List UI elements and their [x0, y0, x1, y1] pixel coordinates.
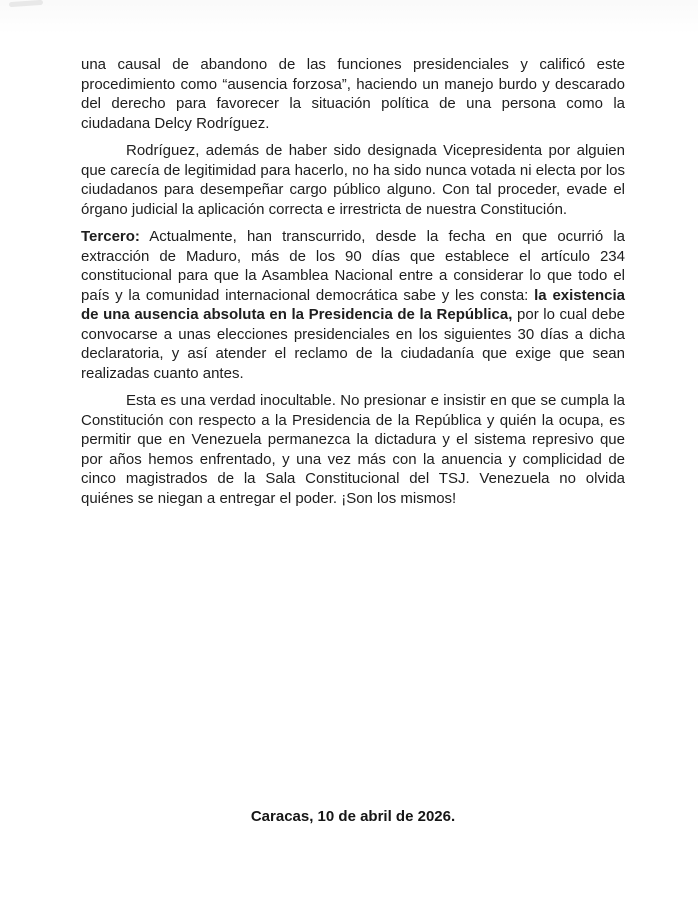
bold-text-run: la existencia de una ausencia absoluta en la Presidencia de la República,	[81, 286, 625, 323]
document-body	[81, 55, 625, 516]
body-text-run: Rodríguez, además de haber sido designada Vicepresidenta por alguien que carecía de legitimidad para hacerlo, no ha sido nunca votada ni electa por los ciudadanos para desempeñar cargo público alguno. Con tal proceder, evade el órgano judicial la aplicación correcta e irrestricta de nuestra Constitución.	[81, 142, 625, 218]
body-text-run: por lo cual debe convocarse a unas elecciones presidenciales en los siguientes 30 días a dicha declaratoria, y así atender el reclamo de la ciudadanía que exige que sean realizadas cuanto antes.	[81, 306, 626, 382]
paragraph	[81, 227, 625, 383]
body-text-run: Actualmente, han transcurrido, desde la fecha en que ocurrió la extracción de Maduro, más de los 90 días que establece el artículo 234 constitucional para que la Asamblea Nacional entre a considerar lo que todo el país y la comunidad internacional democrática sabe y les consta:	[81, 228, 625, 304]
dateline: Caracas, 10 de abril de 2026.	[250, 808, 456, 825]
body-text-run: una causal de abandono de las funciones presidenciales y calificó este procedimiento como “ausencia forzosa”, haciendo un manejo burdo y descarado del derecho para favorecer la situación política de una persona como la ciudadana Delcy Rodríguez.	[81, 56, 625, 132]
scan-artifact-top	[0, 0, 698, 34]
paragraph	[81, 141, 625, 219]
scan-smudge	[9, 0, 43, 7]
bold-text-run: Tercero:	[81, 228, 140, 245]
body-text-run: Esta es una verdad inocultable. No presionar e insistir en que se cumpla la Constitución con respecto a la Presidencia de la República y quién la ocupa, es permitir que en Venezuela permanezca la dictadura y el sistema represivo que por años hemos enfrentado, y una vez más con la anuencia y complicidad de cinco magistrados de la Sala Constitucional del TSJ. Venezuela no olvida quiénes se niegan a entregar el poder. ¡Son los mismos!	[81, 392, 625, 507]
paragraph	[81, 55, 625, 133]
paragraph	[81, 391, 625, 508]
